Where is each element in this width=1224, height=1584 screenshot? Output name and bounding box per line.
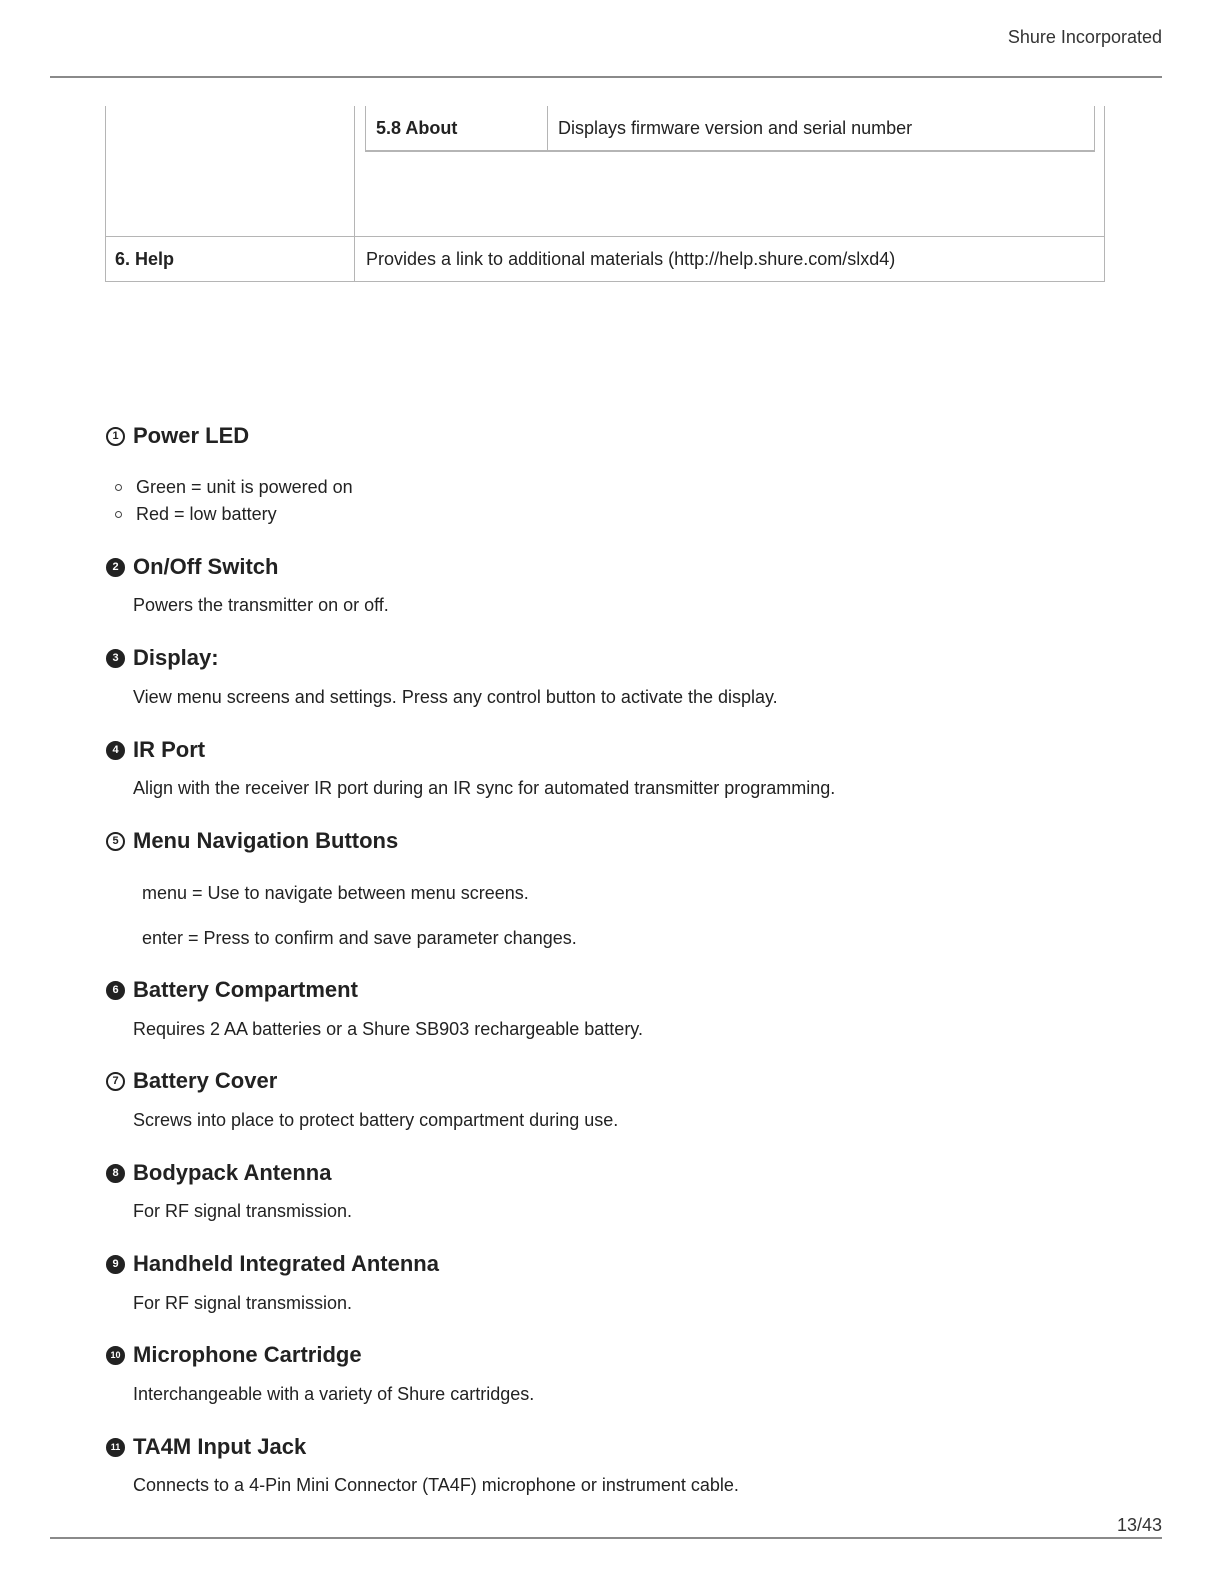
battery-cover-title: 7 Battery Cover <box>106 1068 277 1094</box>
number-3-icon: 3 <box>106 649 125 668</box>
page-number: 13/43 <box>1116 1515 1162 1535</box>
mic-cartridge-desc: Interchangeable with a variety of Shure cartridges. <box>133 1384 535 1404</box>
table-row-divider <box>105 236 1105 237</box>
battery-cover-desc: Screws into place to protect battery compartment during use. <box>133 1110 619 1130</box>
ir-port-title: 4 IR Port <box>106 737 205 763</box>
number-6-icon: 6 <box>106 981 125 1000</box>
table-border-left <box>105 106 106 282</box>
number-4-icon: 4 <box>106 741 125 760</box>
menu-nav-line-menu: menu = Use to navigate between menu screens. <box>142 883 529 903</box>
mic-cartridge-title: 10 Microphone Cartridge <box>106 1342 362 1368</box>
bodypack-antenna-title: 8 Bodypack Antenna <box>106 1160 331 1186</box>
ir-port-desc: Align with the receiver IR port during an IR sync for automated transmitter programming. <box>133 778 836 798</box>
number-7-icon: 7 <box>106 1072 125 1091</box>
header-rule <box>50 76 1162 78</box>
about-label: 5.8 About <box>376 118 458 138</box>
number-11-icon: 11 <box>106 1438 125 1457</box>
handheld-antenna-title: 9 Handheld Integrated Antenna <box>106 1251 439 1277</box>
on-off-title: 2 On/Off Switch <box>106 554 278 580</box>
list-item: Green = unit is powered on <box>115 477 353 498</box>
number-2-icon: 2 <box>106 558 125 577</box>
battery-compartment-desc: Requires 2 AA batteries or a Shure SB903 rechargeable battery. <box>133 1019 643 1039</box>
help-label: 6. Help <box>115 249 175 269</box>
number-5-icon: 5 <box>106 832 125 851</box>
menu-nav-line-enter: enter = Press to confirm and save parameter changes. <box>142 928 577 948</box>
header-company: Shure Incorporated <box>1007 27 1162 47</box>
table-border-right <box>1104 106 1105 282</box>
nested-divider <box>547 106 548 151</box>
menu-table <box>105 106 1105 282</box>
ta4m-desc: Connects to a 4-Pin Mini Connector (TA4F) microphone or instrument cable. <box>133 1475 739 1495</box>
table-divider <box>354 106 355 282</box>
help-text: Provides a link to additional materials (http://help.shure.com/slxd4) <box>366 249 896 269</box>
table-border-bottom <box>105 281 1105 282</box>
bodypack-antenna-desc: For RF signal transmission. <box>133 1201 353 1221</box>
footer-rule <box>50 1537 1162 1539</box>
number-1-icon: 1 <box>106 427 125 446</box>
battery-compartment-title: 6 Battery Compartment <box>106 977 358 1003</box>
ta4m-title: 11 TA4M Input Jack <box>106 1434 306 1460</box>
nested-table <box>365 106 1095 151</box>
nested-border-bottom <box>365 150 1095 152</box>
display-desc: View menu screens and settings. Press any control button to activate the display. <box>133 687 778 707</box>
menu-nav-title: 5 Menu Navigation Buttons <box>106 828 398 854</box>
handheld-antenna-desc: For RF signal transmission. <box>133 1293 353 1313</box>
bullet-icon <box>115 484 122 491</box>
bullet-icon <box>115 511 122 518</box>
number-9-icon: 9 <box>106 1255 125 1274</box>
display-title: 3 Display: <box>106 645 219 671</box>
list-item: Red = low battery <box>115 504 277 525</box>
about-text: Displays firmware version and serial number <box>558 118 913 138</box>
nested-border-right <box>1094 106 1095 151</box>
number-10-icon: 10 <box>106 1346 125 1365</box>
nested-border-left <box>365 106 366 151</box>
on-off-desc: Powers the transmitter on or off. <box>133 595 389 615</box>
power-led-title: 1 Power LED <box>106 423 249 449</box>
number-8-icon: 8 <box>106 1164 125 1183</box>
